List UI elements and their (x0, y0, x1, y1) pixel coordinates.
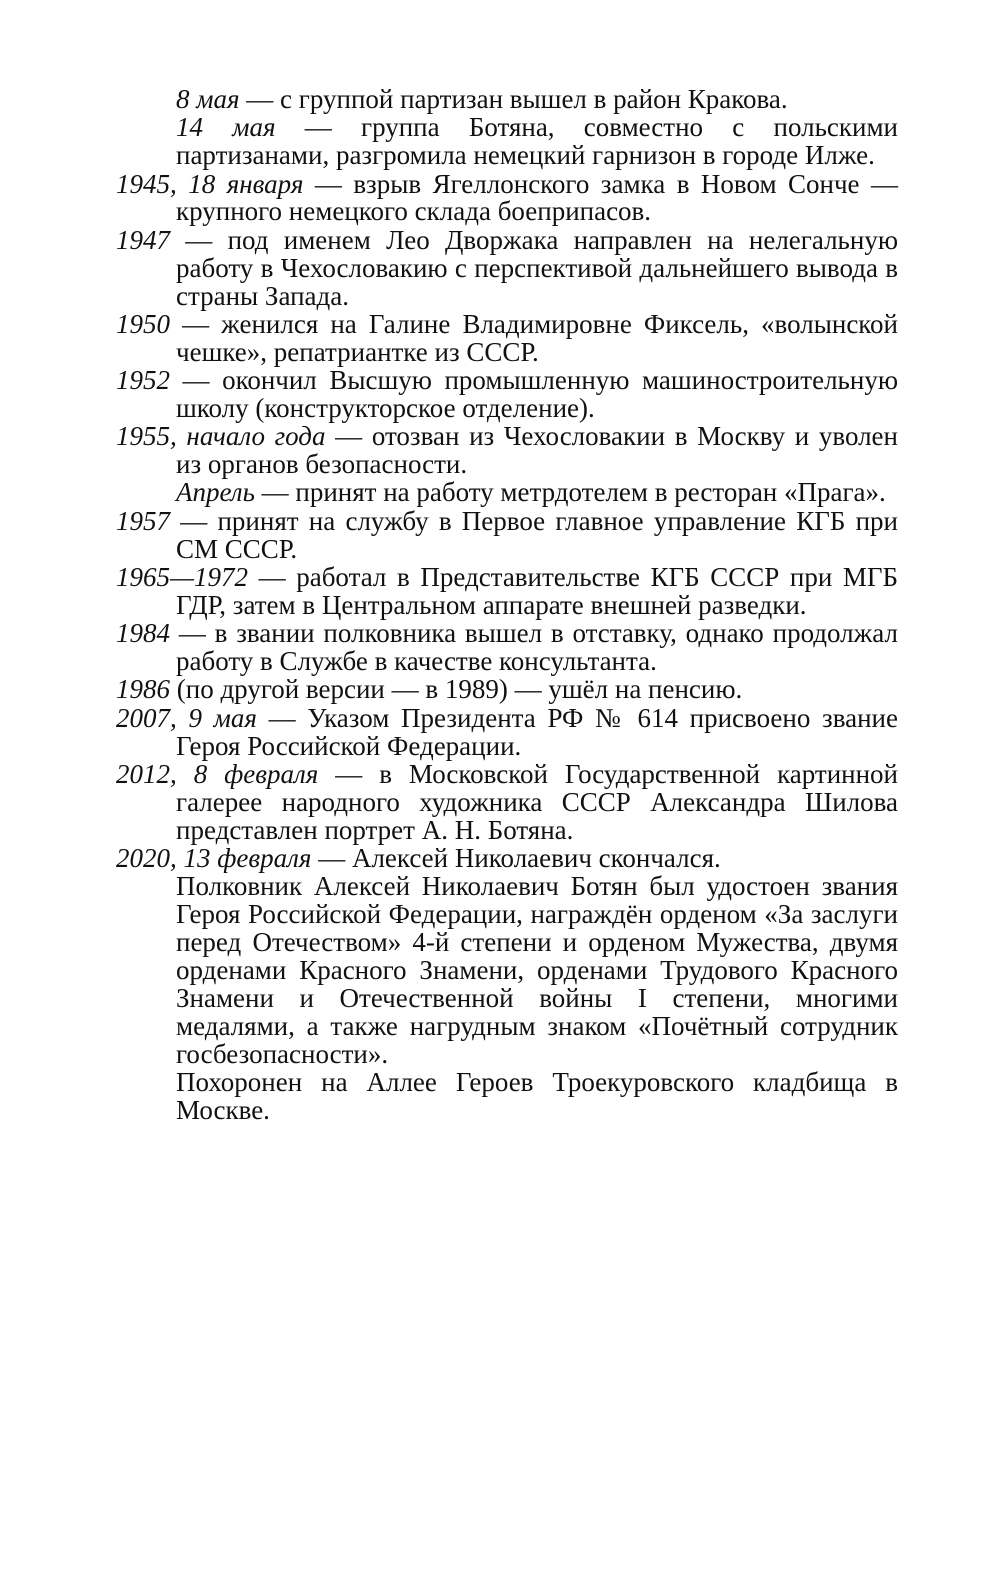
entry-1944-05-08 (116, 86, 898, 114)
entry-1955-april (116, 479, 898, 507)
entry-date: 1984 (116, 618, 170, 649)
entry-1955 (116, 423, 898, 479)
entry-date: 8 мая (176, 84, 240, 114)
entry-date: 1952 (116, 365, 170, 396)
entry-1950 (116, 308, 898, 367)
entry-2012 (116, 758, 899, 845)
entry-date: 1955, начало года (116, 421, 326, 452)
entry-1945 (116, 168, 898, 227)
entry-text: — женился на Галине Владимировне Фиксель, «волынской чешке», репатриантке из СССР. (170, 308, 898, 367)
entry-text: — Указом Президента РФ № 614 присвоено звание Героя Российской Федерации. (176, 702, 898, 761)
entry-text: — группа Ботяна, совместно с польскими партизанами, разгромила немецкий гарнизон в городе Илже. (176, 112, 898, 171)
entry-date: 2012, 8 февраля (116, 758, 319, 789)
entry-date: 1965—1972 (116, 561, 249, 592)
closing-paragraph-burial: Похоронен на Аллее Героев Троекуровского кладбища в Москве. (176, 1066, 898, 1125)
entry-2007 (116, 702, 898, 761)
entry-date: 1957 (116, 505, 170, 536)
entry-text: — принят на работу метрдотелем в ресторан «Прага». (254, 477, 886, 508)
entry-text: — с группой партизан вышел в район Кракова. (239, 84, 788, 114)
entry-date: 1945, 18 января (116, 168, 304, 199)
entry-1952 (116, 367, 898, 423)
entry-date: 14 мая (176, 112, 276, 143)
chronology-text (116, 86, 898, 1125)
entry-text: — принят на службу в Первое главное управление КГБ при СМ СССР. (170, 505, 898, 564)
entry-text: — отозван из Чехословакии в Москву и уволен из органов безопасности. (176, 421, 898, 480)
entry-date: 1950 (116, 308, 170, 339)
entry-text: — в звании полковника вышел в отставку, однако продолжал работу в Службе в качестве консультанта. (170, 618, 898, 677)
entry-1965-1972 (116, 561, 898, 620)
entry-text: — работал в Представительстве КГБ СССР при МГБ ГДР, затем в Центральном аппарате внешней разведки. (176, 561, 898, 620)
closing-paragraph-awards: Полковник Алексей Николаевич Ботян был удостоен звания Героя Российской Федерации, награждён орденом «За заслуги перед Отечеством» 4-й степени и орденом Мужества, двумя орденами Красного Знамени, орденами Трудового Красного Знамени и Отечественной войны I степени, многими медалями, а также нагрудным знаком «Почётный сотрудник госбезопасности». (176, 871, 898, 1069)
entry-2020 (116, 842, 898, 873)
entry-date: Апрель (176, 477, 255, 508)
entry-text: — под именем Лео Дворжака направлен на нелегальную работу в Чехословакию с перспективой дальнейшего вывода в страны Запада. (170, 224, 898, 311)
entry-text: — в Московской Государственной картинной галерее народного художника СССР Александра Шилова представлен портрет А. Н. Ботяна. (176, 758, 899, 845)
entry-date: 1947 (116, 224, 170, 255)
entry-date: 1986 (116, 674, 170, 705)
entry-text: — взрыв Ягеллонского замка в Новом Сонче — крупного немецкого склада боеприпасов. (176, 168, 898, 227)
entry-date: 2007, 9 мая (116, 702, 257, 733)
entry-1957 (116, 505, 898, 564)
entry-1986 (116, 676, 898, 704)
entry-1984 (116, 620, 898, 676)
entry-text: (по другой версии — в 1989) — ушёл на пенсию. (170, 674, 743, 705)
entry-1947 (116, 224, 898, 311)
entry-text: — окончил Высшую промышленную машиностроительную школу (конструкторское отделение). (170, 365, 898, 423)
entry-1944-05-14 (116, 114, 898, 170)
entry-date: 2020, 13 февраля (116, 842, 312, 873)
entry-text: — Алексей Николаевич скончался. (311, 842, 721, 873)
